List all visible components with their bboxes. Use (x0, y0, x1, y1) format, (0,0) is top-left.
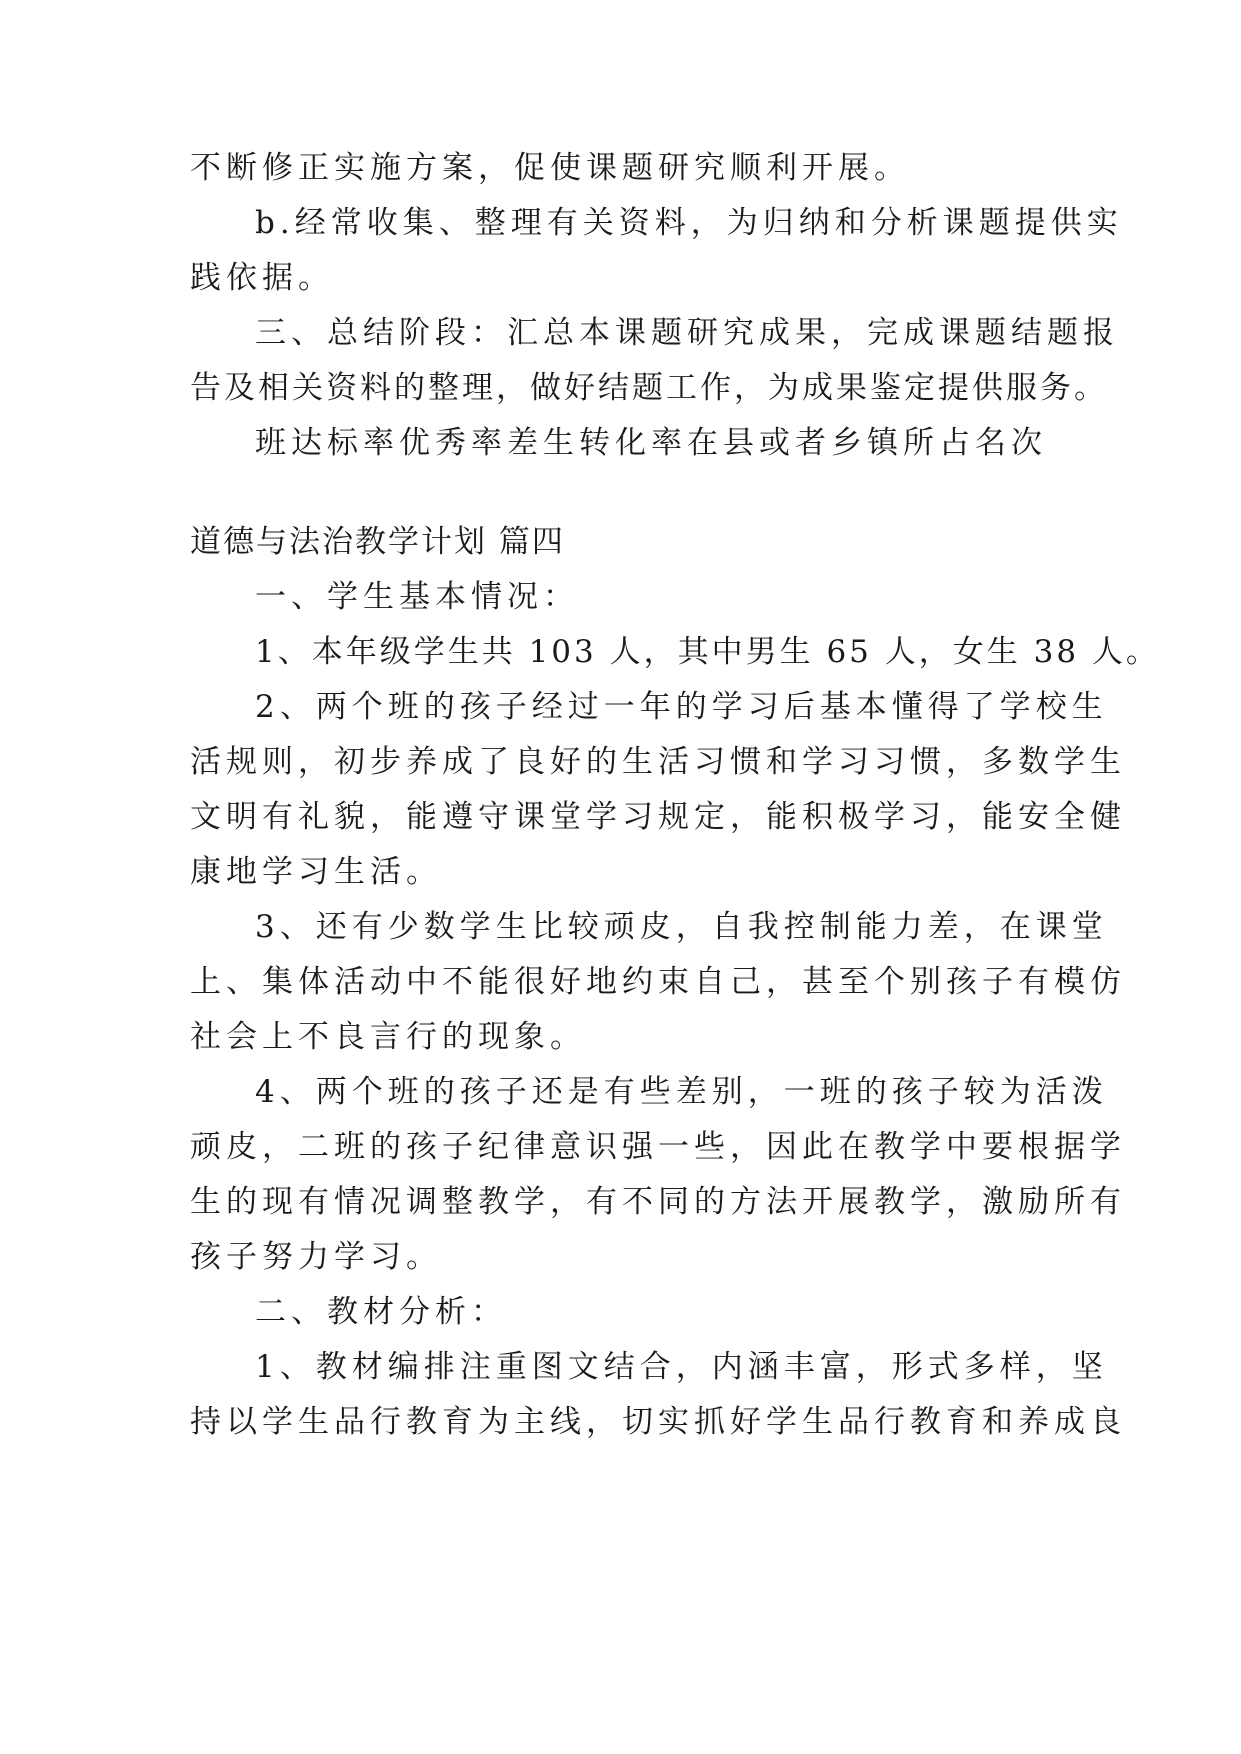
paragraph-line: 不断修正实施方案，促使课题研究顺利开展。 (190, 150, 910, 186)
paragraph-line: 践依据。 (190, 260, 334, 296)
paragraph-line: 班达标率优秀率差生转化率在县或者乡镇所占名次 (255, 425, 1047, 461)
paragraph-line: 文明有礼貌，能遵守课堂学习规定，能积极学习，能安全健 (190, 799, 1126, 835)
paragraph-line: 上、集体活动中不能很好地约束自己，甚至个别孩子有模仿 (190, 964, 1126, 1000)
paragraph-line: 二、教材分析： (255, 1294, 507, 1330)
paragraph-line: 3、还有少数学生比较顽皮，自我控制能力差，在课堂 (255, 909, 1108, 945)
paragraph-line: 1、本年级学生共 103 人，其中男生 65 人，女生 38 人。 (255, 634, 1160, 670)
paragraph-line: 三、总结阶段：汇总本课题研究成果，完成课题结题报 (255, 315, 1119, 351)
paragraph-line: 1、教材编排注重图文结合，内涵丰富，形式多样，坚 (255, 1349, 1108, 1385)
paragraph-line: 活规则，初步养成了良好的生活习惯和学习习惯，多数学生 (190, 744, 1126, 780)
paragraph-line: 孩子努力学习。 (190, 1239, 442, 1275)
paragraph-line: 持以学生品行教育为主线，切实抓好学生品行教育和养成良 (190, 1404, 1126, 1440)
paragraph-line: 顽皮，二班的孩子纪律意识强一些，因此在教学中要根据学 (190, 1129, 1126, 1165)
paragraph-line: 4、两个班的孩子还是有些差别，一班的孩子较为活泼 (255, 1074, 1108, 1110)
section-heading: 道德与法治教学计划 篇四 (190, 524, 565, 560)
paragraph-line: 生的现有情况调整教学，有不同的方法开展教学，激励所有 (190, 1184, 1126, 1220)
paragraph-line: 2、两个班的孩子经过一年的学习后基本懂得了学校生 (255, 689, 1108, 725)
paragraph-line: b.经常收集、整理有关资料，为归纳和分析课题提供实 (255, 205, 1123, 241)
paragraph-line: 一、学生基本情况： (255, 579, 579, 615)
paragraph-line: 康地学习生活。 (190, 854, 442, 890)
paragraph-line: 告及相关资料的整理，做好结题工作，为成果鉴定提供服务。 (190, 370, 1108, 406)
paragraph-line: 社会上不良言行的现象。 (190, 1019, 586, 1055)
